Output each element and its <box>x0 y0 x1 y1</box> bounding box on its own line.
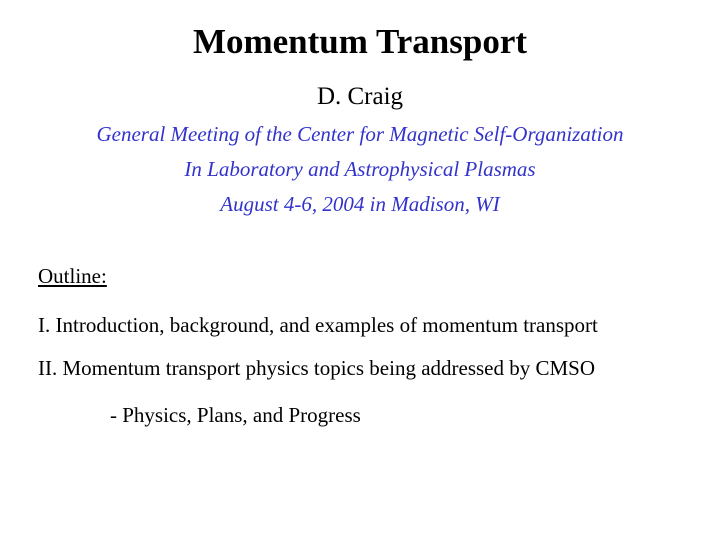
meeting-date-location: August 4-6, 2004 in Madison, WI <box>220 192 500 216</box>
outline-item: II. Momentum transport physics topics being addressed by CMSO <box>38 356 596 380</box>
slide-title: Momentum Transport <box>192 22 528 61</box>
outline-subitem: - Physics, Plans, and Progress <box>110 403 361 427</box>
outline-heading: Outline: <box>38 264 107 288</box>
author-name: D. Craig <box>316 83 404 110</box>
meeting-subtitle: In Laboratory and Astrophysical Plasmas <box>184 157 536 181</box>
outline-item: I. Introduction, background, and examples of momentum transport <box>38 313 598 337</box>
meeting-name: General Meeting of the Center for Magnetic Self-Organization <box>96 122 624 146</box>
